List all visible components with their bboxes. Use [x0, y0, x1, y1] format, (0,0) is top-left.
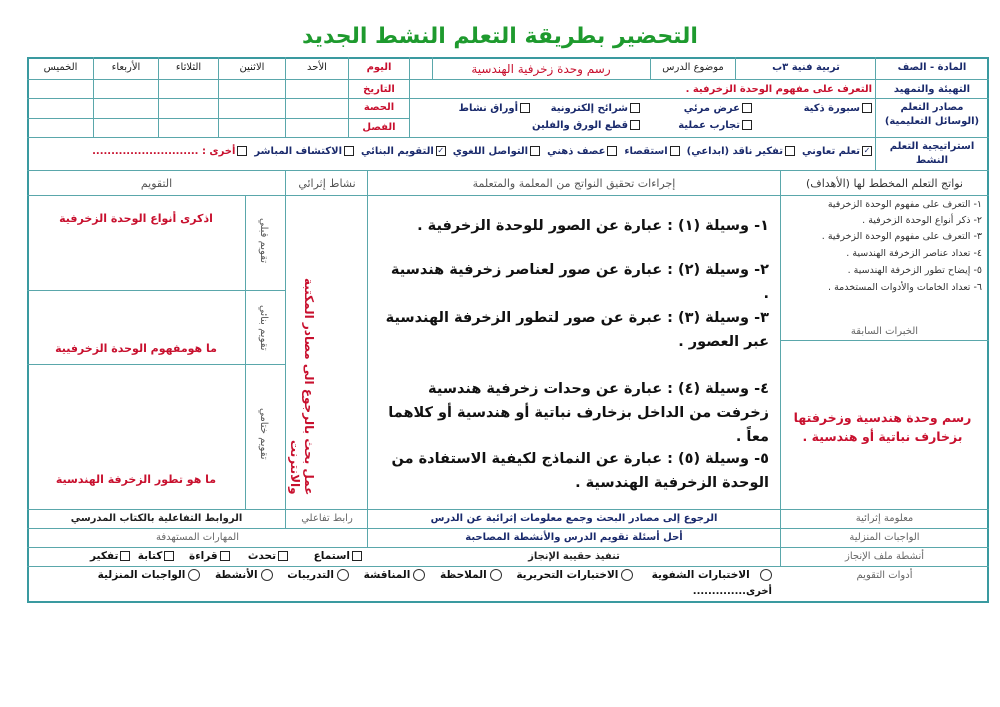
- resource-paper-foam[interactable]: قطع الورق والفلين: [510, 120, 640, 131]
- homework-value: أحل أسئلة تقويم الدرس والأنشطة المصاحبة: [465, 532, 683, 543]
- radio-icon[interactable]: [413, 569, 425, 581]
- homework-label: الواجبات المنزلية: [849, 532, 920, 543]
- tool-written[interactable]: الاختبارات التحريرية: [516, 569, 633, 581]
- tools-options: [32, 569, 772, 581]
- day-label: اليوم: [366, 62, 392, 73]
- divider: [285, 57, 286, 138]
- divider: [27, 290, 285, 291]
- day-mon: الاثنين: [239, 62, 265, 73]
- divider: [27, 137, 989, 138]
- formative-eval-label: تقويم بنائي: [258, 305, 269, 351]
- class-label: الفصل: [362, 122, 396, 133]
- evaluation-header: التقويم: [140, 177, 173, 190]
- resource-activity-sheets[interactable]: أوراق نشاط: [440, 103, 530, 114]
- resource-slides[interactable]: شرائح إلكترونية: [530, 103, 640, 114]
- interactive-link[interactable]: الروابط التفاعلية بالكتاب المدرسي: [70, 513, 243, 524]
- interactive-label: رابط تفاعلي: [301, 513, 353, 524]
- prior-value: رسم وحدة هندسية وزخرفتها بزخارف نباتية أو هندسية .: [793, 410, 972, 444]
- day-tue: الثلاثاء: [175, 62, 202, 73]
- checkbox-icon[interactable]: [630, 120, 640, 130]
- checkbox-icon[interactable]: [607, 146, 617, 156]
- skill-reading[interactable]: قراءة: [189, 550, 230, 562]
- divider: [27, 547, 989, 548]
- checkbox-checked-icon[interactable]: ✓: [437, 146, 445, 155]
- checkbox-icon[interactable]: [530, 146, 540, 156]
- procedure-item: ٢- وسيلة (٢) : عبارة عن صور لعناصر زخرفية هندسية .: [390, 262, 769, 302]
- objective-item: ٣- التعرف على مفهوم الوحدة الزخرفية .: [821, 231, 982, 242]
- skills-options: [32, 550, 362, 562]
- divider: [367, 170, 368, 548]
- divider: [432, 57, 433, 80]
- radio-icon[interactable]: [188, 569, 200, 581]
- enrichment-header: نشاط إثرائي: [298, 177, 356, 190]
- subject-value: تربية فنية ٣ب: [772, 62, 840, 73]
- skill-speaking[interactable]: تحدث: [248, 550, 288, 562]
- divider: [93, 57, 94, 138]
- checkbox-icon[interactable]: [785, 146, 795, 156]
- strategy-critical[interactable]: تفكير ناقد (ابداعي): [687, 146, 795, 157]
- radio-icon[interactable]: [261, 569, 273, 581]
- tools-label: أدوات التقويم: [856, 570, 913, 581]
- procedures-header: إجراءات تحقيق النواتج من المعلمة والمتعلمة: [472, 177, 676, 190]
- radio-icon[interactable]: [490, 569, 502, 581]
- divider: [285, 170, 286, 528]
- portfolio-value: تنفيذ حقيبة الإنجاز: [528, 551, 620, 562]
- objective-item: ٥- إيضاح تطور الزخرفة الهندسية .: [847, 265, 982, 276]
- enrichment-activity: عمل بحث بالرجوع الى مصادر المكتبة والانترنت: [288, 277, 316, 495]
- day-wed: الأربعاء: [111, 62, 141, 73]
- checkbox-icon[interactable]: [237, 146, 247, 156]
- checkbox-icon[interactable]: [164, 551, 174, 561]
- checkbox-icon[interactable]: [120, 551, 130, 561]
- tool-exercises[interactable]: التدريبات: [287, 569, 349, 581]
- tool-homework[interactable]: الواجبات المنزلية: [98, 569, 201, 581]
- pre-eval-question: اذكرى أنواع الوحدة الزخرفية: [59, 212, 213, 225]
- period-label: الحصة: [363, 102, 395, 113]
- tool-activities[interactable]: الأنشطة: [215, 569, 273, 581]
- skill-writing[interactable]: كتابة: [138, 550, 175, 562]
- divider: [27, 566, 989, 567]
- subject-label: المادة - الصف: [897, 62, 967, 73]
- strategy-discovery[interactable]: الاكتشاف المباشر: [254, 146, 354, 157]
- strategy-brainstorm[interactable]: عصف ذهني: [547, 146, 617, 157]
- strategy-options: [27, 146, 872, 157]
- skills-label: المهارات المستهدفة: [155, 532, 239, 543]
- objective-item: ٢- ذكر أنواع الوحدة الزخرفية .: [862, 215, 982, 226]
- strategy-linguistic[interactable]: التواصل اللغوي: [453, 146, 540, 157]
- objective-item: ٤- تعداد عناصر الزخرفة الهندسية .: [846, 248, 982, 259]
- divider: [27, 98, 989, 99]
- procedure-item: ١- وسيلة (١) : عبارة عن الصور للوحدة الزخرفية .: [417, 218, 769, 234]
- portfolio-label: أنشطة ملف الإنجاز: [844, 551, 925, 562]
- resource-smart-board[interactable]: سبورة ذكية: [780, 103, 872, 114]
- divider: [735, 57, 736, 80]
- procedure-item: ٤- وسيلة (٤) : عبارة عن وحدات زخرفية هندسية زخرفت من الداخل بزخارف نباتية أو هندسية أو كلاهما معاً .: [388, 381, 769, 445]
- strategy-formative[interactable]: ✓التقويم البنائي: [360, 146, 445, 157]
- strategy-label: استراتيجية التعلم النشط: [889, 141, 975, 166]
- checkbox-icon[interactable]: [670, 146, 680, 156]
- radio-icon[interactable]: [337, 569, 349, 581]
- divider: [780, 170, 781, 567]
- checkbox-icon[interactable]: [520, 103, 530, 113]
- final-eval-label: تقويم ختامي: [258, 408, 269, 460]
- info-value: الرجوع إلى مصادر البحث وجمع معلومات إثرائية عن الدرس: [430, 513, 718, 524]
- checkbox-icon[interactable]: [742, 120, 752, 130]
- outcomes-header: نواتج التعلم المخطط لها (الأهداف): [806, 177, 963, 190]
- day-sun: الأحد: [307, 62, 327, 73]
- objective-item: ٦- تعداد الخامات والأدوات المستخدمة .: [828, 282, 982, 293]
- tool-discussion[interactable]: المناقشة: [364, 569, 426, 581]
- checkbox-icon[interactable]: [344, 146, 354, 156]
- resource-visual-display[interactable]: عرض مرئي: [650, 103, 752, 114]
- checkbox-icon[interactable]: [742, 103, 752, 113]
- checkbox-icon[interactable]: [352, 551, 362, 561]
- divider: [158, 57, 159, 138]
- page-title: التحضير بطريقة التعلم النشط الجديد: [302, 24, 698, 49]
- intro-label: التهيئة والتمهيد: [893, 84, 971, 95]
- divider: [27, 195, 989, 196]
- formative-eval-question: ما هومفهوم الوحدة الزخرفيية: [55, 342, 217, 355]
- topic-label: موضوع الدرس: [662, 62, 724, 73]
- checkbox-icon[interactable]: [862, 103, 872, 113]
- strategy-cooperative[interactable]: ✓تعلم تعاوني: [801, 146, 871, 157]
- info-label: معلومة إثرائية: [855, 513, 914, 524]
- checkbox-icon[interactable]: [278, 551, 288, 561]
- divider: [27, 170, 989, 171]
- divider: [432, 79, 875, 80]
- divider: [245, 195, 246, 509]
- divider: [409, 57, 410, 138]
- skill-thinking[interactable]: تفكير: [90, 550, 130, 562]
- intro-value: التعرف على مفهوم الوحدة الزخرفية .: [685, 84, 872, 95]
- divider: [875, 57, 876, 171]
- tool-oral[interactable]: الاختبارات الشفوية: [652, 569, 772, 581]
- prior-label: الخبرات السابقة: [850, 326, 919, 337]
- strategy-other[interactable]: أخرى : ............................: [92, 146, 247, 157]
- date-label: التاريخ: [363, 84, 395, 95]
- tool-observation[interactable]: الملاحظة: [440, 569, 502, 581]
- topic-value: رسم وحدة زخرفية الهندسية: [471, 62, 611, 76]
- divider: [27, 509, 989, 510]
- divider: [780, 340, 989, 341]
- skill-listening[interactable]: استماع: [314, 550, 362, 562]
- checkbox-icon[interactable]: [220, 551, 230, 561]
- strategy-inquiry[interactable]: استقصاء: [624, 146, 679, 157]
- divider: [650, 57, 651, 80]
- objective-item: ١- التعرف على مفهوم الوحدة الزخرفية: [827, 199, 982, 210]
- day-thu: الخميس: [43, 62, 78, 73]
- radio-icon[interactable]: [621, 569, 633, 581]
- procedure-item: ٥- وسيلة (٥) : عبارة عن النماذج لكيفية الاستفادة من الوحدة الزخرفية الهندسية .: [391, 451, 769, 491]
- checkbox-icon[interactable]: [630, 103, 640, 113]
- tools-other: أخرى..............: [692, 586, 772, 597]
- final-eval-question: ما هو تطور الزخرفة الهندسية: [55, 473, 217, 486]
- divider: [27, 528, 989, 529]
- resources-label: مصادر التعلم (الوسائل التعليمية): [884, 102, 980, 127]
- divider: [218, 57, 219, 138]
- divider: [27, 364, 285, 365]
- checkbox-checked-icon[interactable]: ✓: [863, 146, 871, 155]
- procedure-item: ٣- وسيلة (٣) : عبرة عن صور لتطور الزخرفة الهندسية عبر العصور .: [385, 310, 769, 350]
- pre-eval-label: تقويم قبلي: [258, 218, 269, 264]
- resource-experiments[interactable]: تجارب عملية: [650, 120, 752, 131]
- radio-icon[interactable]: [760, 569, 772, 581]
